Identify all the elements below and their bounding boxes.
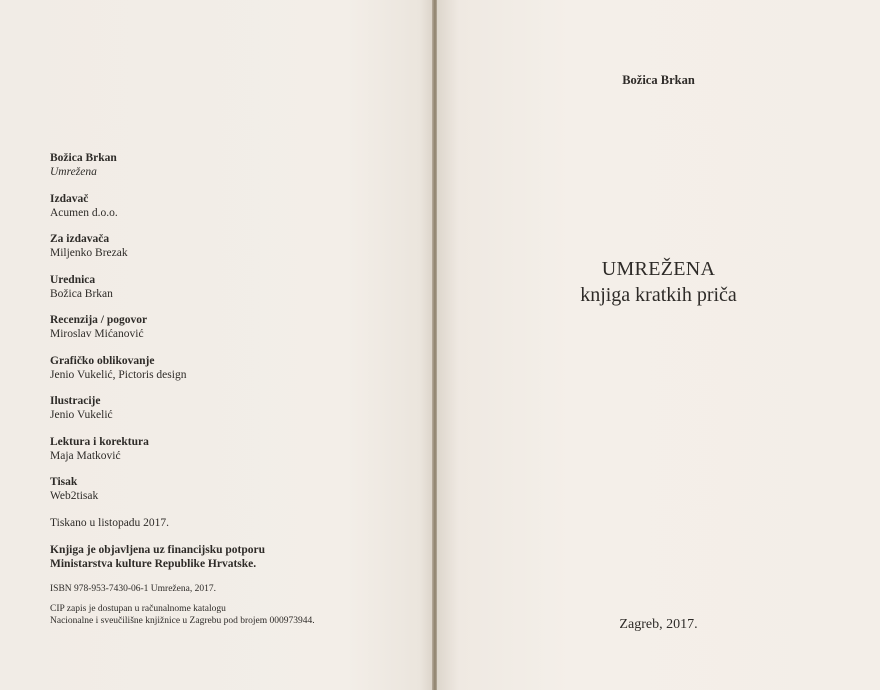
isbn-line: ISBN 978-953-7430-06-1 Umrežena, 2017. [50,583,216,594]
entry-value: Miroslav Mićanović [50,328,144,340]
funding-note [50,543,410,571]
left-page-imprint [0,0,433,690]
imprint-entry-for-publisher [50,232,410,260]
author-name: Božica Brkan [622,73,695,87]
entry-heading: Tisak [50,476,78,488]
imprint-entry-publisher [50,192,410,220]
entry-heading: Božica Brkan [50,152,117,164]
funding-note-line: Ministarstva kulture Republike Hrvatske. [50,557,257,570]
entry-value: Miljenko Brezak [50,247,128,259]
book-subtitle: knjiga kratkih priča [580,284,737,306]
imprint-entry-editor [50,273,410,301]
imprint-entry-proofreading [50,435,410,463]
entry-heading: Ilustracije [50,395,101,407]
right-page-title [437,0,880,690]
entry-value: Maja Matković [50,449,121,462]
entry-value: Jenio Vukelić [50,409,113,421]
imprint-entry-author [50,151,410,179]
entry-heading: Lektura i korektura [50,435,149,448]
cip-note [50,603,410,627]
entry-value: Božica Brkan [50,287,113,300]
imprint-entry-illustrations [50,394,410,422]
book-title: UMREŽENA [601,258,716,280]
imprint-entry-review [50,313,410,341]
cip-note-line: CIP zapis je dostupan u računalnome katalogu [50,603,226,614]
funding-note-line: Knjiga je objavljena uz financijsku potporu [50,543,266,556]
entry-value: Acumen d.o.o. [50,206,118,219]
entry-value: Jenio Vukelić, Pictoris design [50,368,187,381]
entry-value: Umrežena [50,166,97,178]
imprint-entry-design [50,354,410,382]
entry-heading: Urednica [50,273,96,286]
entry-heading: Grafičko oblikovanje [50,354,155,367]
imprint-entry-print [50,475,410,503]
imprint-block [50,151,410,627]
entry-value: Web2tisak [50,490,99,502]
print-date: Tiskano u listopadu 2017. [50,516,170,529]
entry-heading: Izdavač [50,192,89,205]
entry-heading: Za izdavača [50,233,110,245]
entry-heading: Recenzija / pogovor [50,314,148,326]
cip-note-line: Nacionalne i sveučilišne knjižnice u Zagrebu pod brojem 000973944. [50,615,315,626]
place-and-year: Zagreb, 2017. [619,617,698,632]
title-block [437,256,880,308]
